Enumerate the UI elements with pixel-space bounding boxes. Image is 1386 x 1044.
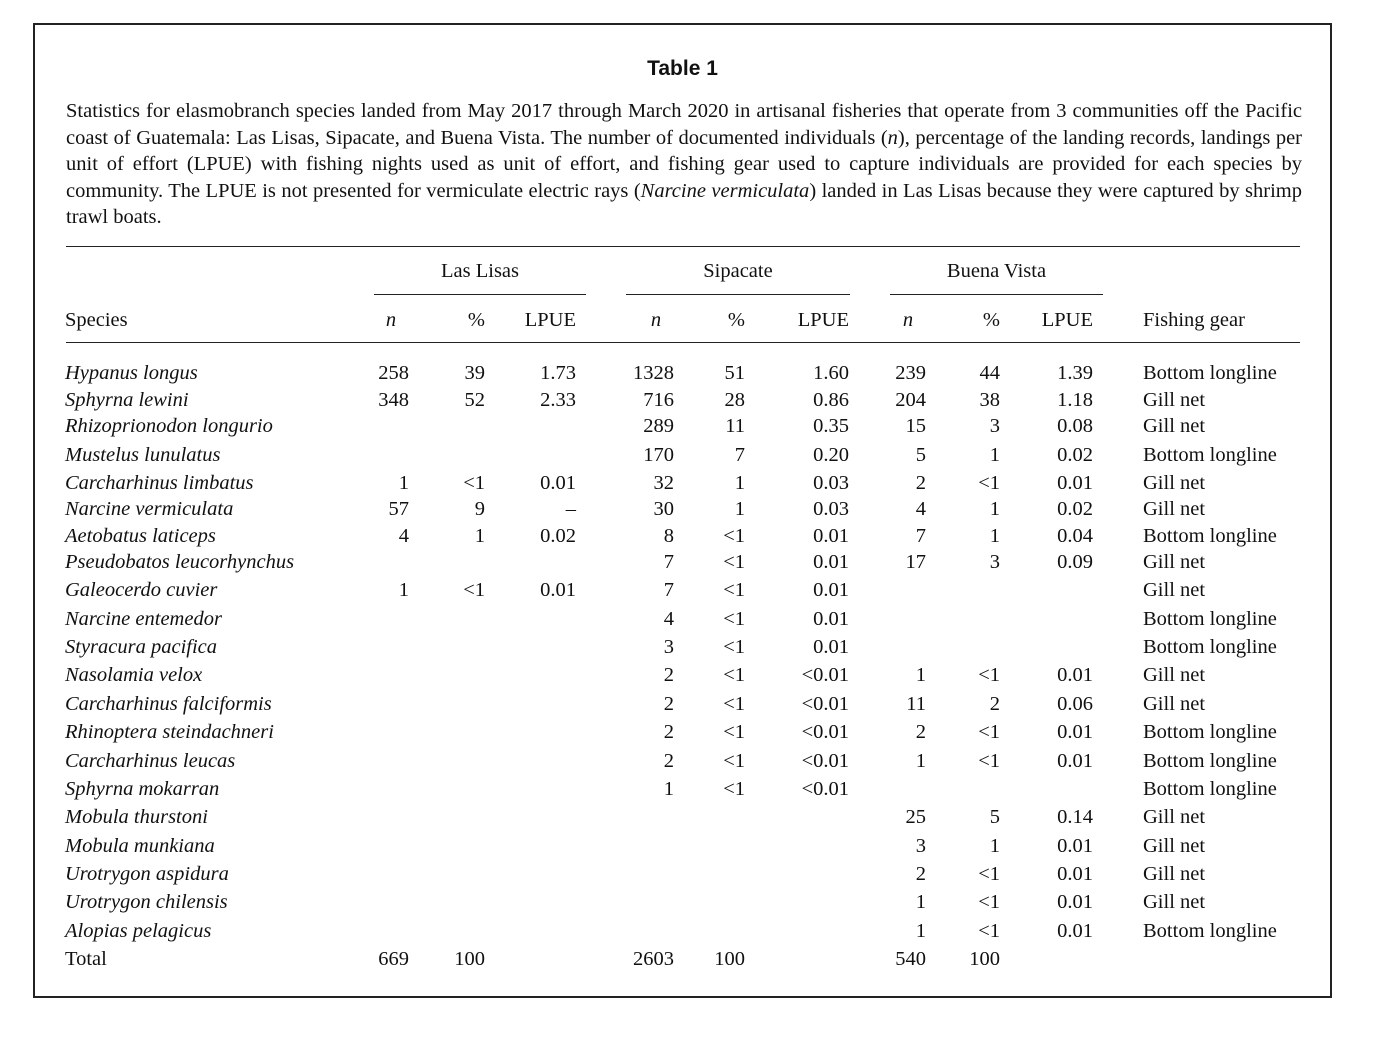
table-cell: 0.02: [1057, 498, 1093, 520]
table-cell: 51: [724, 362, 745, 384]
table-cell: –: [565, 498, 576, 520]
table-cell: 17: [905, 551, 926, 573]
table-cell: <1: [978, 863, 1000, 885]
table-cell: <0.01: [801, 778, 849, 800]
table-caption: [66, 98, 1302, 231]
table-cell: 1: [398, 579, 409, 601]
table-cell: <1: [463, 472, 485, 494]
table-row-species: Carcharhinus falciformis: [65, 693, 272, 715]
table-cell: 3: [989, 415, 1000, 437]
table-row-species: Carcharhinus limbatus: [65, 472, 254, 494]
total-cell: 2603: [633, 948, 674, 970]
group-header: Sipacate: [703, 260, 773, 282]
table-cell: <1: [723, 579, 745, 601]
table-cell: <1: [723, 525, 745, 547]
table-cell: 0.01: [540, 472, 576, 494]
table-row-gear: Bottom longline: [1143, 721, 1277, 743]
table-row-gear: Gill net: [1143, 498, 1206, 520]
table-cell: <1: [723, 608, 745, 630]
total-cell: 540: [895, 948, 926, 970]
total-cell: 100: [454, 948, 485, 970]
table-cell: 0.01: [1057, 920, 1093, 942]
table-cell: 0.01: [1057, 750, 1093, 772]
table-row-species: Narcine vermiculata: [65, 498, 234, 520]
table-row-gear: Gill net: [1143, 693, 1206, 715]
table-row-species: Galeocerdo cuvier: [65, 579, 218, 601]
table-cell: 0.03: [813, 472, 849, 494]
table-row-species: Styracura pacifica: [65, 636, 218, 658]
table-cell: 2: [915, 863, 926, 885]
table-cell: 44: [979, 362, 1000, 384]
table-row-gear: Gill net: [1143, 863, 1206, 885]
table-cell: <1: [723, 636, 745, 658]
table-title: Table 1: [647, 57, 718, 80]
table-cell: 2: [915, 472, 926, 494]
table-row-gear: Gill net: [1143, 415, 1206, 437]
table-cell: 52: [464, 389, 485, 411]
total-cell: 100: [714, 948, 745, 970]
total-label: Total: [65, 948, 107, 970]
table-cell: 25: [905, 806, 926, 828]
table-cell: 0.03: [813, 498, 849, 520]
table-row-gear: Bottom longline: [1143, 778, 1277, 800]
table-cell: <1: [723, 750, 745, 772]
group-header: Buena Vista: [946, 260, 1047, 282]
group-header: Las Lisas: [441, 260, 519, 282]
table-cell: 1328: [633, 362, 674, 384]
column-header-gear: Fishing gear: [1143, 309, 1245, 331]
table-cell: 8: [663, 525, 674, 547]
table-cell: 11: [725, 415, 745, 437]
table-cell: 7: [663, 551, 674, 573]
caption-italic-species: Narcine vermiculata: [640, 179, 810, 202]
table-cell: 1: [398, 472, 409, 494]
table-cell: 0.35: [813, 415, 849, 437]
table-cell: <1: [978, 664, 1000, 686]
table-cell: 4: [663, 608, 674, 630]
caption-rule: [66, 246, 1300, 247]
group-rule: [626, 294, 850, 295]
column-header-species: Species: [65, 309, 128, 331]
table-cell: 204: [895, 389, 926, 411]
column-header: n: [902, 309, 914, 331]
table-cell: 0.08: [1057, 415, 1093, 437]
table-row-gear: Bottom longline: [1143, 636, 1277, 658]
table-cell: 9: [474, 498, 485, 520]
table-cell: 2.33: [540, 389, 576, 411]
table-row-species: Sphyrna mokarran: [65, 778, 220, 800]
table-cell: 0.01: [813, 525, 849, 547]
table-cell: 7: [915, 525, 926, 547]
table-cell: 0.06: [1057, 693, 1093, 715]
table-cell: <1: [978, 920, 1000, 942]
column-header: n: [650, 309, 662, 331]
table-cell: 1: [915, 664, 926, 686]
table-cell: <1: [723, 721, 745, 743]
table-cell: 2: [989, 693, 1000, 715]
table-cell: 258: [378, 362, 409, 384]
table-frame: [33, 23, 1332, 998]
table-cell: 30: [653, 498, 674, 520]
table-row-species: Mobula munkiana: [65, 835, 215, 857]
table-cell: <1: [723, 664, 745, 686]
table-cell: 0.01: [1057, 835, 1093, 857]
total-cell: 100: [969, 948, 1000, 970]
table-cell: 348: [378, 389, 409, 411]
table-row-species: Narcine entemedor: [65, 608, 222, 630]
table-cell: 7: [734, 444, 745, 466]
table-cell: 0.01: [1057, 721, 1093, 743]
table-cell: 716: [643, 389, 674, 411]
table-cell: 0.01: [813, 579, 849, 601]
column-header: LPUE: [524, 309, 576, 331]
table-cell: 0.86: [813, 389, 849, 411]
table-cell: 2: [915, 721, 926, 743]
table-cell: 11: [906, 693, 926, 715]
table-cell: 0.01: [540, 579, 576, 601]
table-cell: 15: [905, 415, 926, 437]
table-cell: <0.01: [801, 693, 849, 715]
table-cell: 1: [474, 525, 485, 547]
table-cell: 0.01: [1057, 472, 1093, 494]
table-cell: 1: [989, 525, 1000, 547]
table-cell: <1: [978, 721, 1000, 743]
column-header: LPUE: [797, 309, 849, 331]
table-cell: 1: [915, 891, 926, 913]
table-cell: <1: [723, 693, 745, 715]
table-cell: 289: [643, 415, 674, 437]
table-cell: 1: [734, 498, 745, 520]
table-row-species: Mobula thurstoni: [65, 806, 208, 828]
table-cell: 3: [915, 835, 926, 857]
table-row-species: Hypanus longus: [65, 362, 198, 384]
table-cell: 0.01: [813, 636, 849, 658]
column-header: %: [727, 309, 745, 331]
table-row-species: Alopias pelagicus: [65, 920, 212, 942]
table-cell: 2: [663, 664, 674, 686]
table-cell: 1.73: [540, 362, 576, 384]
table-cell: 5: [915, 444, 926, 466]
column-header: n: [385, 309, 397, 331]
table-cell: 0.02: [540, 525, 576, 547]
table-row-species: Rhizoprionodon longurio: [65, 415, 273, 437]
table-cell: 3: [989, 551, 1000, 573]
table-cell: 32: [653, 472, 674, 494]
table-cell: 0.14: [1057, 806, 1093, 828]
table-row-gear: Bottom longline: [1143, 608, 1277, 630]
table-cell: 2: [663, 750, 674, 772]
table-cell: 39: [464, 362, 485, 384]
total-cell: 669: [378, 948, 409, 970]
caption-text: ) landed in Las Lisas because they were captured by shrimp trawl boats.: [66, 179, 1302, 228]
table-cell: <0.01: [801, 721, 849, 743]
table-row-species: Pseudobatos leucorhynchus: [65, 551, 295, 573]
table-row-species: Mustelus lunulatus: [65, 444, 221, 466]
table-cell: 0.01: [813, 608, 849, 630]
table-row-gear: Gill net: [1143, 806, 1206, 828]
table-cell: <1: [978, 891, 1000, 913]
caption-italic-n: n: [887, 126, 898, 149]
column-header: LPUE: [1041, 309, 1093, 331]
table-cell: 0.09: [1057, 551, 1093, 573]
table-cell: 0.20: [813, 444, 849, 466]
table-row-gear: Bottom longline: [1143, 750, 1277, 772]
table-row-species: Aetobatus laticeps: [65, 525, 216, 547]
table-cell: 57: [388, 498, 409, 520]
table-cell: 1: [663, 778, 674, 800]
table-cell: 1: [989, 835, 1000, 857]
table-cell: 3: [663, 636, 674, 658]
table-cell: 0.04: [1057, 525, 1093, 547]
table-row-gear: Gill net: [1143, 579, 1206, 601]
table-row-species: Urotrygon aspidura: [65, 863, 229, 885]
table-cell: 0.01: [1057, 664, 1093, 686]
table-cell: <1: [978, 750, 1000, 772]
caption-text: ), percentage of the landing records, landings per unit of effort (LPUE) with fishing nights used as unit of effort, and fishing gear used to capture individuals are provided for each species by community. The LPUE is not presented for vermiculate electric rays (: [66, 126, 1302, 202]
table-cell: 1.60: [813, 362, 849, 384]
table-cell: 4: [398, 525, 409, 547]
column-header: %: [467, 309, 485, 331]
table-cell: <1: [978, 472, 1000, 494]
table-row-gear: Gill net: [1143, 472, 1206, 494]
table-row-species: Urotrygon chilensis: [65, 891, 228, 913]
column-header: %: [982, 309, 1000, 331]
table-cell: 239: [895, 362, 926, 384]
table-row-gear: Gill net: [1143, 389, 1206, 411]
table-row-gear: Bottom longline: [1143, 525, 1277, 547]
table-cell: 0.01: [1057, 863, 1093, 885]
table-cell: 1.18: [1057, 389, 1093, 411]
table-cell: <1: [463, 579, 485, 601]
table-cell: <1: [723, 551, 745, 573]
table-cell: 0.01: [813, 551, 849, 573]
table-cell: 1: [734, 472, 745, 494]
table-row-gear: Gill net: [1143, 891, 1206, 913]
table-row-gear: Bottom longline: [1143, 444, 1277, 466]
table-cell: <0.01: [801, 750, 849, 772]
table-cell: 0.01: [1057, 891, 1093, 913]
header-rule: [66, 342, 1300, 343]
table-cell: <1: [723, 778, 745, 800]
table-row-gear: Gill net: [1143, 835, 1206, 857]
table-cell: 7: [663, 579, 674, 601]
table-row-species: Carcharhinus leucas: [65, 750, 236, 772]
table-cell: 0.02: [1057, 444, 1093, 466]
table-row-species: Sphyrna lewini: [65, 389, 189, 411]
table-cell: 2: [663, 693, 674, 715]
table-row-gear: Bottom longline: [1143, 920, 1277, 942]
table-cell: 1: [989, 444, 1000, 466]
caption-text: Statistics for elasmobranch species landed from May 2017 through March 2020 in artisanal fisheries that operate from 3 communities off the Pacific coast of Guatemala: Las Lisas, Sipacate, and Buena Vista. The number of documented individuals (: [66, 100, 1302, 149]
table-row-gear: Gill net: [1143, 551, 1206, 573]
table-cell: 28: [724, 389, 745, 411]
table-cell: 4: [915, 498, 926, 520]
table-row-species: Rhinoptera steindachneri: [65, 721, 274, 743]
table-cell: <0.01: [801, 664, 849, 686]
table-cell: 170: [643, 444, 674, 466]
table-cell: 5: [989, 806, 1000, 828]
table-cell: 1: [989, 498, 1000, 520]
table-row-gear: Gill net: [1143, 664, 1206, 686]
table-row-species: Nasolamia velox: [65, 664, 203, 686]
table-row-gear: Bottom longline: [1143, 362, 1277, 384]
group-rule: [890, 294, 1103, 295]
table-cell: 2: [663, 721, 674, 743]
table-cell: 1: [915, 920, 926, 942]
group-rule: [374, 294, 586, 295]
table-cell: 38: [979, 389, 1000, 411]
table-cell: 1: [915, 750, 926, 772]
table-cell: 1.39: [1057, 362, 1093, 384]
